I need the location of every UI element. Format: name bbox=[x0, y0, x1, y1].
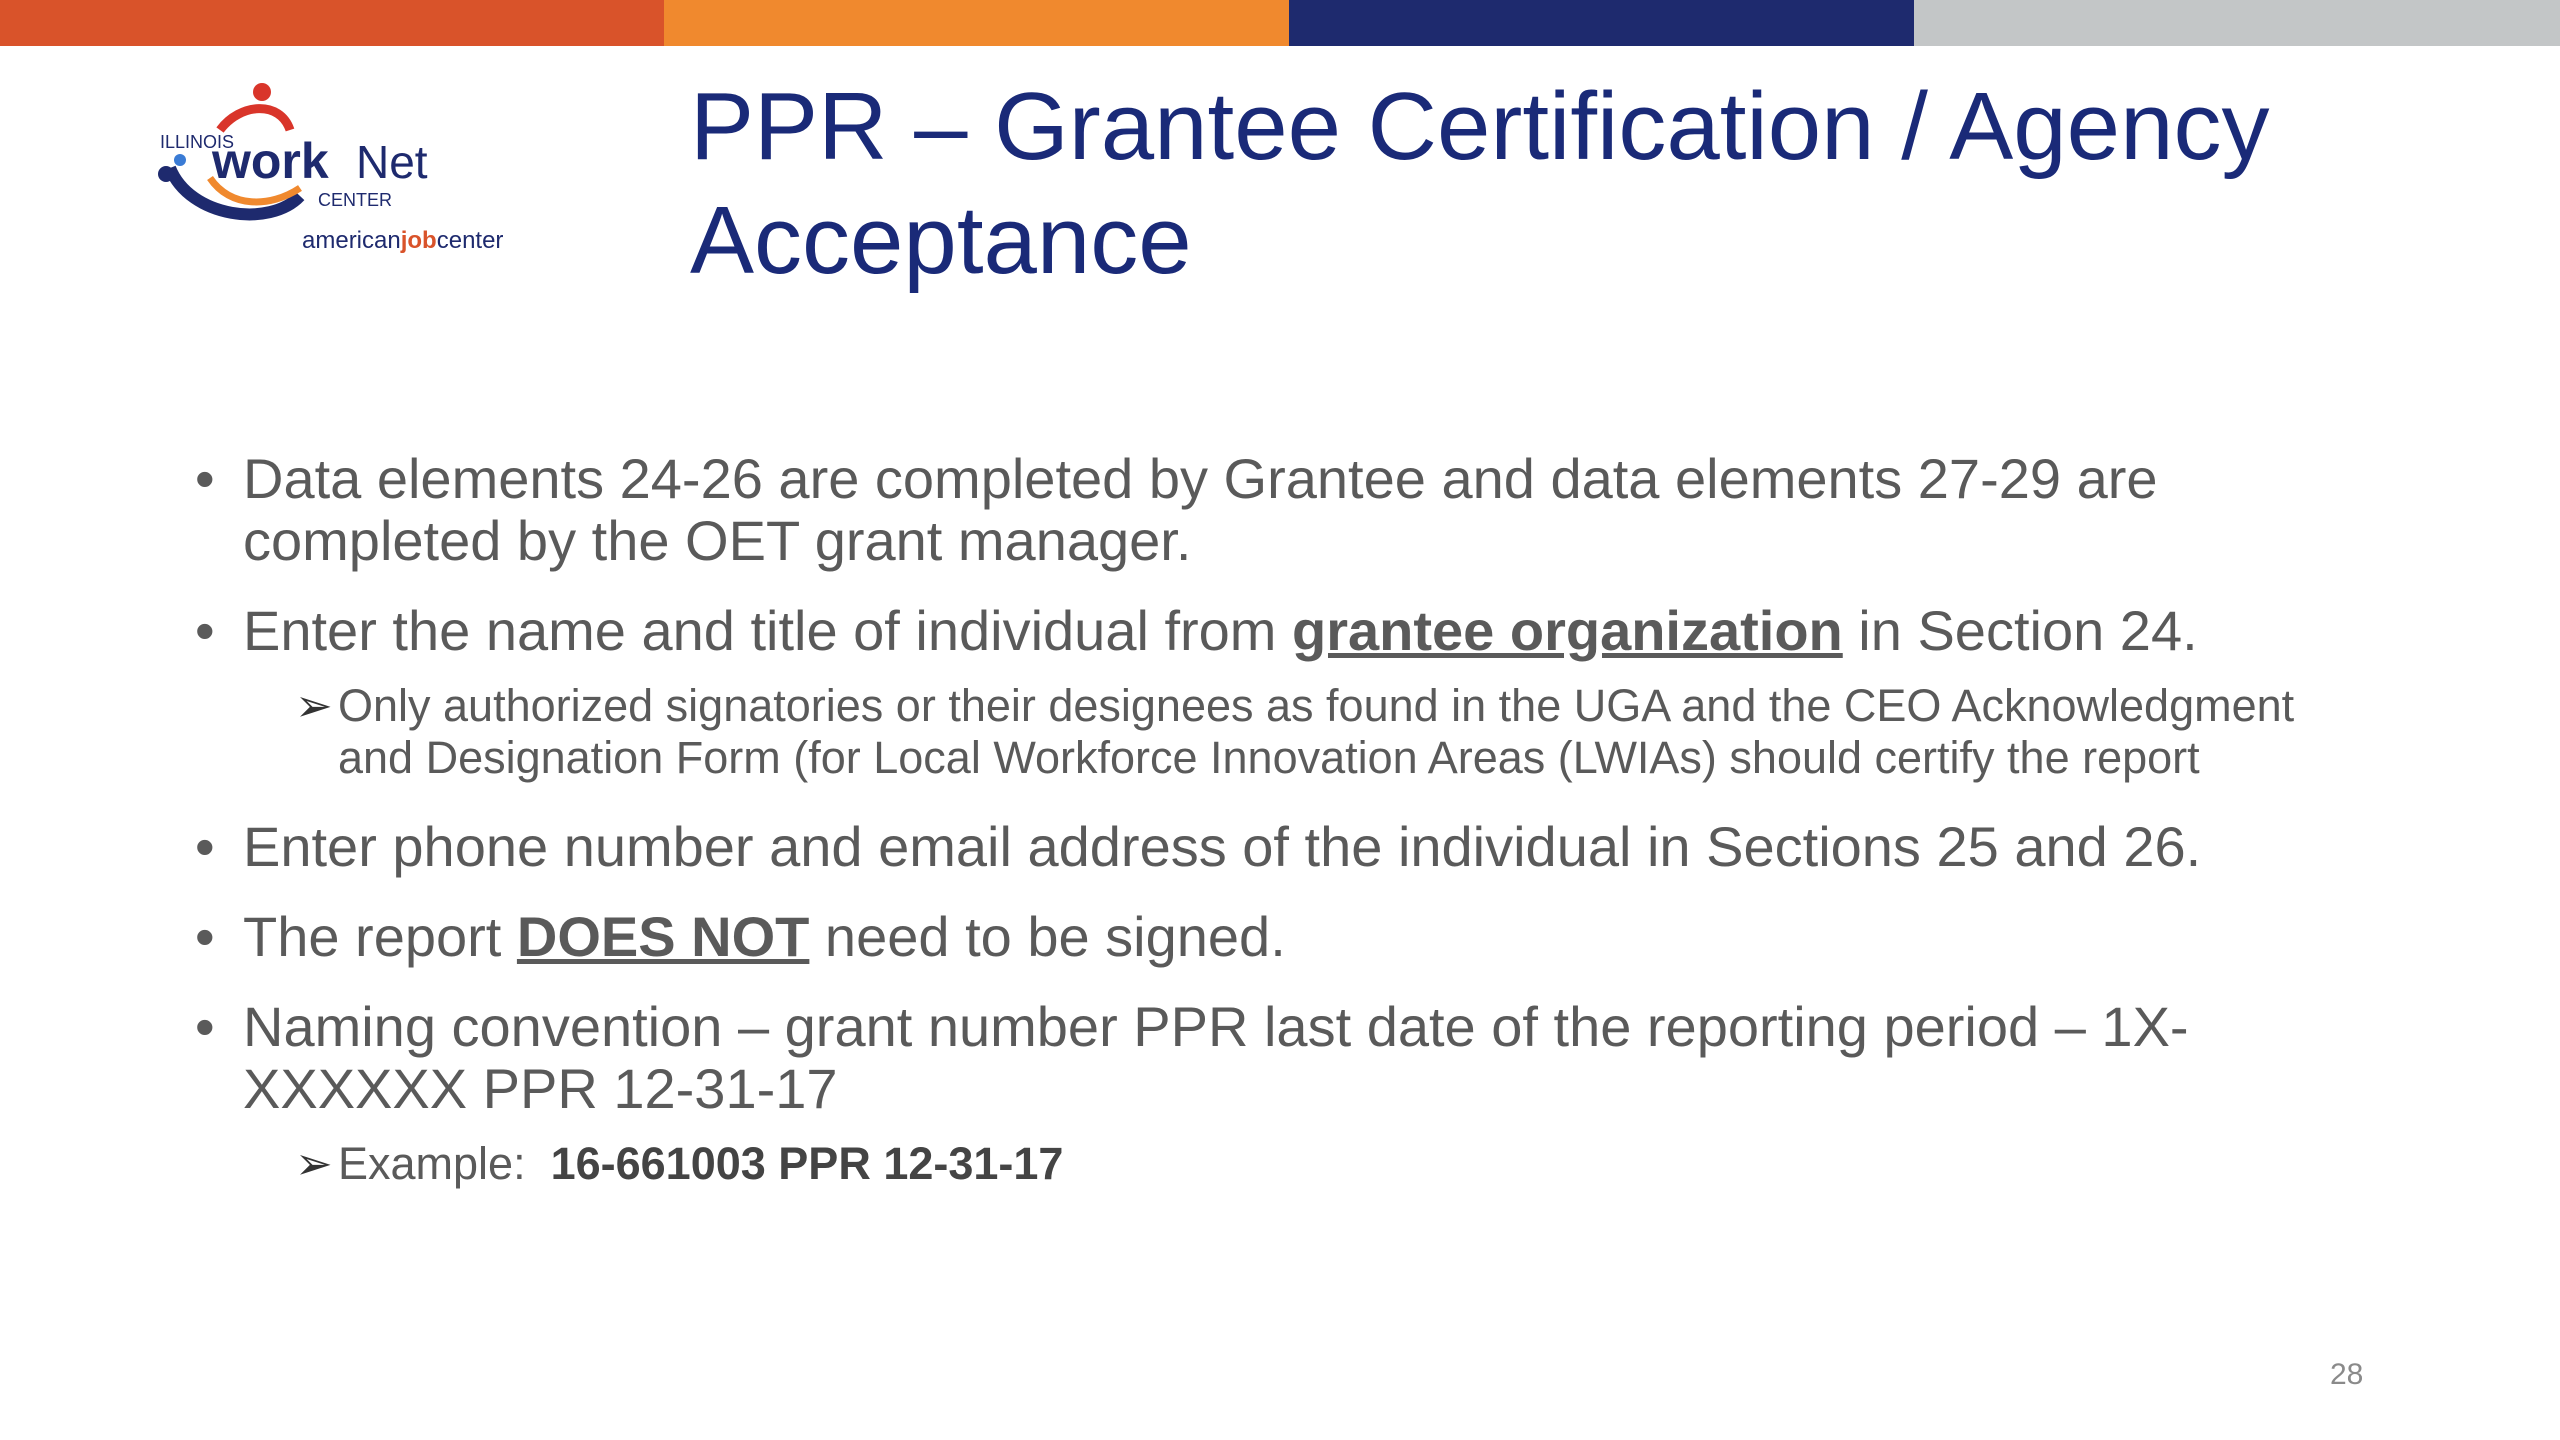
arrow-bullet-icon: ➢ bbox=[295, 680, 333, 731]
bullet-text: Naming convention – grant number PPR last date of the reporting period – 1X-XXXXXX PPR 12-31-17 bbox=[243, 995, 2189, 1120]
bar-segment-orange bbox=[664, 0, 1289, 46]
logo-net: Net bbox=[356, 136, 428, 188]
logo-swoosh-red bbox=[220, 109, 290, 130]
sub-bullet-label: Example: bbox=[338, 1138, 551, 1189]
arrow-bullet-icon: ➢ bbox=[295, 1138, 333, 1189]
bullet-dot: • bbox=[195, 599, 215, 662]
bullet-text: Enter the name and title of individual from bbox=[243, 599, 1293, 662]
bullet-emphasis: grantee organization bbox=[1292, 599, 1843, 662]
bullet-item bbox=[195, 448, 2355, 572]
bullet-dot: • bbox=[195, 447, 215, 510]
bullet-dot: • bbox=[195, 815, 215, 878]
bullet-text: need to be signed. bbox=[809, 905, 1286, 968]
sub-bullet-item bbox=[195, 1138, 2355, 1190]
logo-figure-head bbox=[253, 83, 271, 101]
sub-bullet-text: Only authorized signatories or their designees as found in the UGA and the CEO Acknowledgment and Designation Form (for Local Workforce Innovation Areas (LWIAs) should certify the report bbox=[338, 680, 2295, 783]
bullet-item bbox=[195, 906, 2355, 968]
bullet-text: The report bbox=[243, 905, 517, 968]
logo-dot-navy bbox=[158, 166, 174, 182]
top-color-bar bbox=[0, 0, 2560, 46]
bullet-text: Data elements 24-26 are completed by Grantee and data elements 27-29 are completed by the OET grant manager. bbox=[243, 447, 2158, 572]
slide-title: PPR – Grantee Certification / Agency Acceptance bbox=[690, 73, 2270, 294]
logo-dot-blue bbox=[174, 154, 186, 166]
slide-content bbox=[195, 448, 2355, 1222]
bar-segment-gray bbox=[1914, 0, 2560, 46]
bullet-text: in Section 24. bbox=[1842, 599, 2198, 662]
bullet-emphasis: DOES NOT bbox=[516, 905, 810, 968]
bullet-dot: • bbox=[195, 905, 215, 968]
logo-center: CENTER bbox=[318, 190, 393, 210]
bullet-dot: • bbox=[195, 995, 215, 1058]
logo-state: ILLINOIS bbox=[160, 132, 235, 152]
bullet-item bbox=[195, 600, 2355, 662]
bullet-text: Enter phone number and email address of the individual in Sections 25 and 26. bbox=[243, 815, 2202, 878]
worknet-logo bbox=[150, 78, 550, 268]
logo-work: work bbox=[212, 133, 329, 189]
sub-bullet-item bbox=[195, 680, 2355, 784]
bar-segment-orange-dark bbox=[0, 0, 664, 46]
bullet-item bbox=[195, 996, 2355, 1120]
page-number: 28 bbox=[2330, 1358, 2364, 1391]
bar-segment-navy bbox=[1289, 0, 1914, 46]
bullet-item bbox=[195, 816, 2355, 878]
logo-ajc: americanjobcenter bbox=[302, 227, 504, 254]
sub-bullet-example: 16-661003 PPR 12-31-17 bbox=[550, 1138, 1064, 1189]
